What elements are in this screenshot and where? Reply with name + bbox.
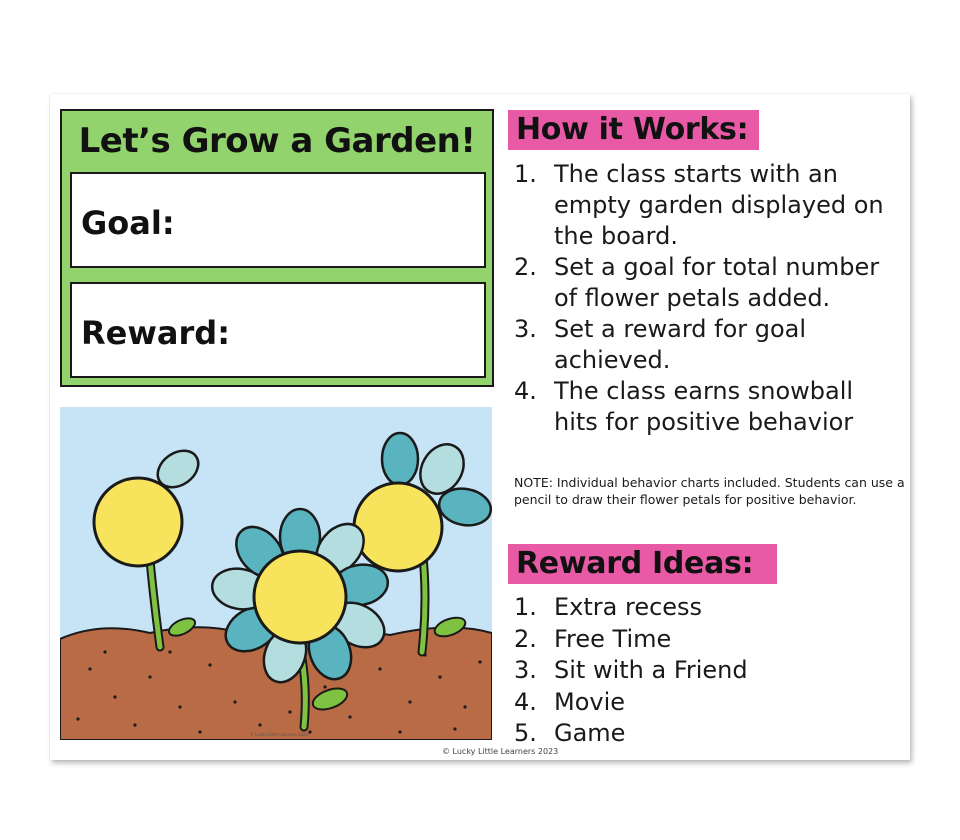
- reward-idea-item: [514, 718, 894, 750]
- step-number: 1.: [514, 160, 537, 188]
- idea-number: 5.: [514, 719, 537, 747]
- step-number: 4.: [514, 377, 537, 405]
- idea-text: Game: [554, 719, 626, 747]
- card-title: Let’s Grow a Garden!: [78, 121, 476, 161]
- step-item: [514, 376, 904, 438]
- step-text: The class earns snowball hits for positive behavior: [554, 377, 854, 436]
- garden-illustration: [60, 407, 492, 740]
- illustration-credit: © Lucky Little Learners 2023: [250, 732, 309, 737]
- idea-text: Movie: [554, 687, 626, 716]
- step-text: Set a goal for total number of flower petals added.: [554, 253, 880, 312]
- step-text: Set a reward for goal achieved.: [554, 315, 807, 374]
- reward-idea-item: [514, 624, 894, 656]
- idea-text: Sit with a Friend: [554, 656, 748, 684]
- idea-number: 2.: [514, 624, 537, 653]
- reward-idea-item: [514, 592, 894, 624]
- reward-ideas-list: [514, 592, 894, 750]
- reward-idea-item: [514, 655, 894, 687]
- copyright-footer: © Lucky Little Learners 2023: [442, 747, 559, 756]
- idea-number: 3.: [514, 656, 537, 684]
- note-text: NOTE: Individual behavior charts included. Students can use a pencil to draw their flower petals for positive behavior.: [514, 475, 905, 507]
- reward-idea-item: [514, 687, 894, 719]
- reward-label: Reward:: [81, 314, 230, 352]
- step-item: [514, 314, 904, 376]
- step-text: The class starts with an empty garden displayed on the board.: [554, 160, 884, 250]
- step-number: 2.: [514, 253, 537, 281]
- idea-text: Free Time: [554, 624, 672, 653]
- goal-label: Goal:: [81, 204, 175, 242]
- garden-svg: [60, 407, 492, 740]
- reward-ideas-heading: Reward Ideas:: [508, 544, 777, 584]
- idea-text: Extra recess: [554, 593, 703, 621]
- how-it-works-heading: How it Works:: [508, 110, 759, 150]
- garden-goal-card: [60, 109, 494, 387]
- idea-number: 1.: [514, 593, 537, 621]
- step-item: [514, 252, 904, 314]
- how-it-works-steps: [514, 159, 904, 438]
- step-number: 3.: [514, 315, 537, 343]
- goal-field: [70, 172, 486, 268]
- idea-number: 4.: [514, 687, 537, 716]
- step-item: [514, 159, 904, 252]
- reward-field: [70, 282, 486, 378]
